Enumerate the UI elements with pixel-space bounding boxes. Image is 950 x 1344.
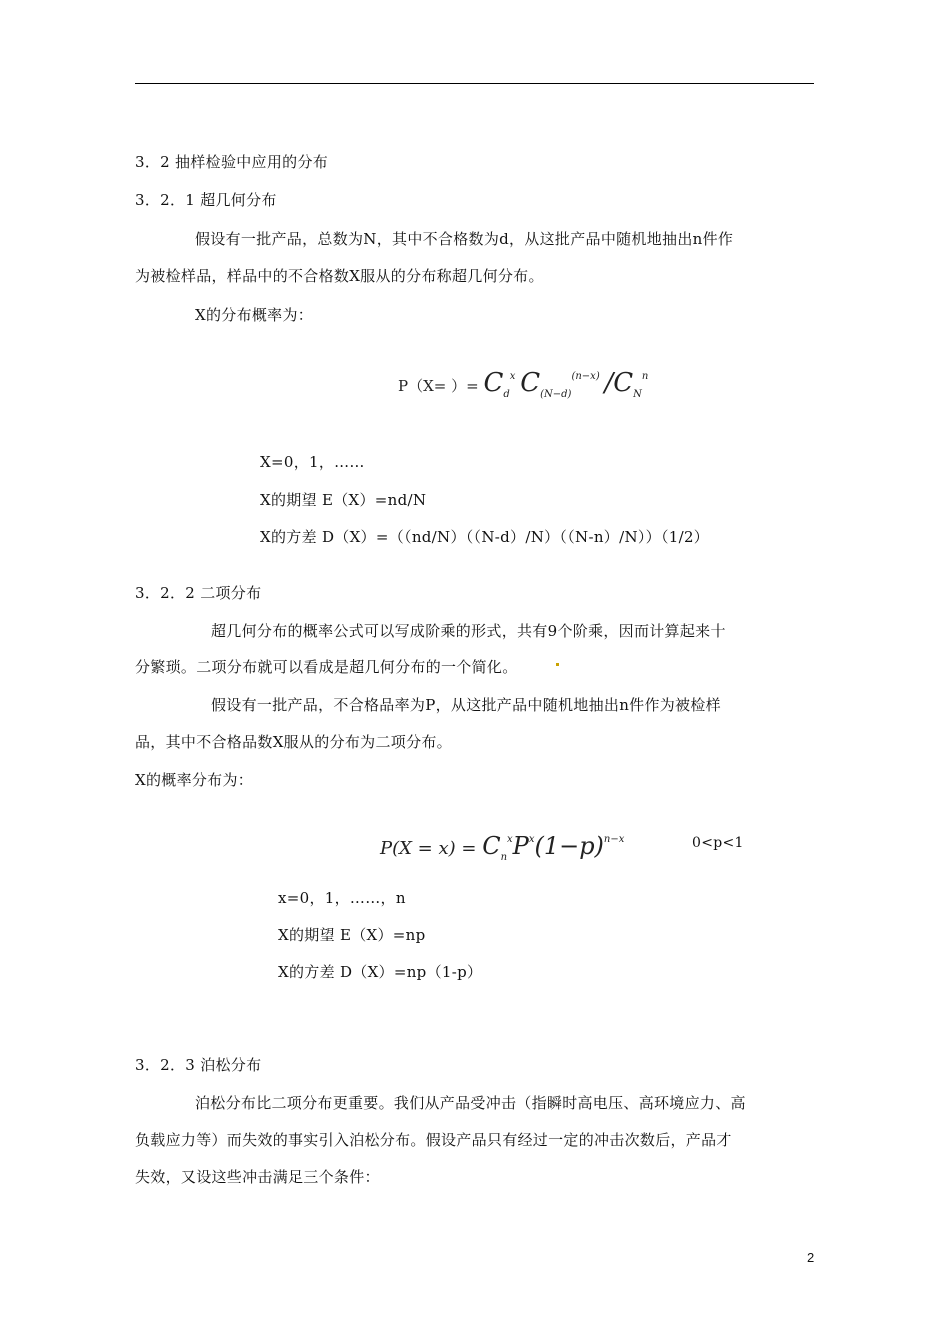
paragraph-line: 品，其中不合格品数X服从的分布为二项分布。 — [135, 733, 452, 751]
expectation: X的期望 E（X）=np — [278, 926, 426, 944]
formula-label: X的分布概率为： — [195, 306, 314, 324]
x-range: x=0，1，……，n — [278, 889, 406, 907]
subsection-heading: 3．2．2 二项分布 — [135, 584, 262, 602]
paragraph-line: 为被检样品，样品中的不合格数X服从的分布称超几何分布。 — [135, 267, 544, 285]
paragraph-line: 负载应力等）而失效的事实引入泊松分布。假设产品只有经过一定的冲击次数后，产品才 — [135, 1131, 732, 1149]
page-number: 2 — [807, 1250, 815, 1265]
section-heading: 3．2 抽样检验中应用的分布 — [135, 153, 329, 171]
paragraph-line: 超几何分布的概率公式可以写成阶乘的形式，共有9个阶乘，因而计算起来十 — [211, 622, 726, 640]
formula-label: X的概率分布为： — [135, 771, 254, 789]
paragraph-line: 假设有一批产品，不合格品率为P，从这批产品中随机地抽出n件作为被检样 — [211, 696, 721, 714]
hypergeometric-formula: P（X= ）= $C_d^x$ $C_{(N-d)}^{(n-x)}$ $/C_N^n$ — [398, 368, 649, 400]
formula-lhs: P（X= ）= — [398, 377, 479, 395]
paragraph-line: 泊松分布比二项分布更重要。我们从产品受冲击（指瞬时高电压、高环境应力、高 — [195, 1094, 746, 1112]
yellow-mark — [556, 663, 559, 666]
header-rule — [135, 83, 814, 84]
variance: X的方差 D（X）=np（1-p） — [278, 963, 483, 981]
paragraph-line: 失效，又设这些冲击满足三个条件： — [135, 1168, 380, 1186]
x-range: X=0，1，…… — [260, 453, 365, 471]
paragraph-line: 假设有一批产品，总数为N，其中不合格数为d，从这批产品中随机地抽出n件作 — [195, 230, 734, 248]
paragraph-line: 分繁琐。二项分布就可以看成是超几何分布的一个简化。 — [135, 658, 518, 676]
binomial-formula: $P(X = x) = C_n^xP^x(1-p)^{n-x}$ — [380, 832, 625, 863]
variance: X的方差 D（X）=（（nd/N）（（N-d）/N）（（N-n）/N））（1/2） — [260, 528, 710, 546]
formula-condition: 0<p<1 — [692, 835, 744, 851]
subsection-heading: 3．2．3 泊松分布 — [135, 1056, 262, 1074]
subsection-heading: 3．2．1 超几何分布 — [135, 191, 277, 209]
expectation: X的期望 E（X）=nd/N — [260, 491, 427, 509]
